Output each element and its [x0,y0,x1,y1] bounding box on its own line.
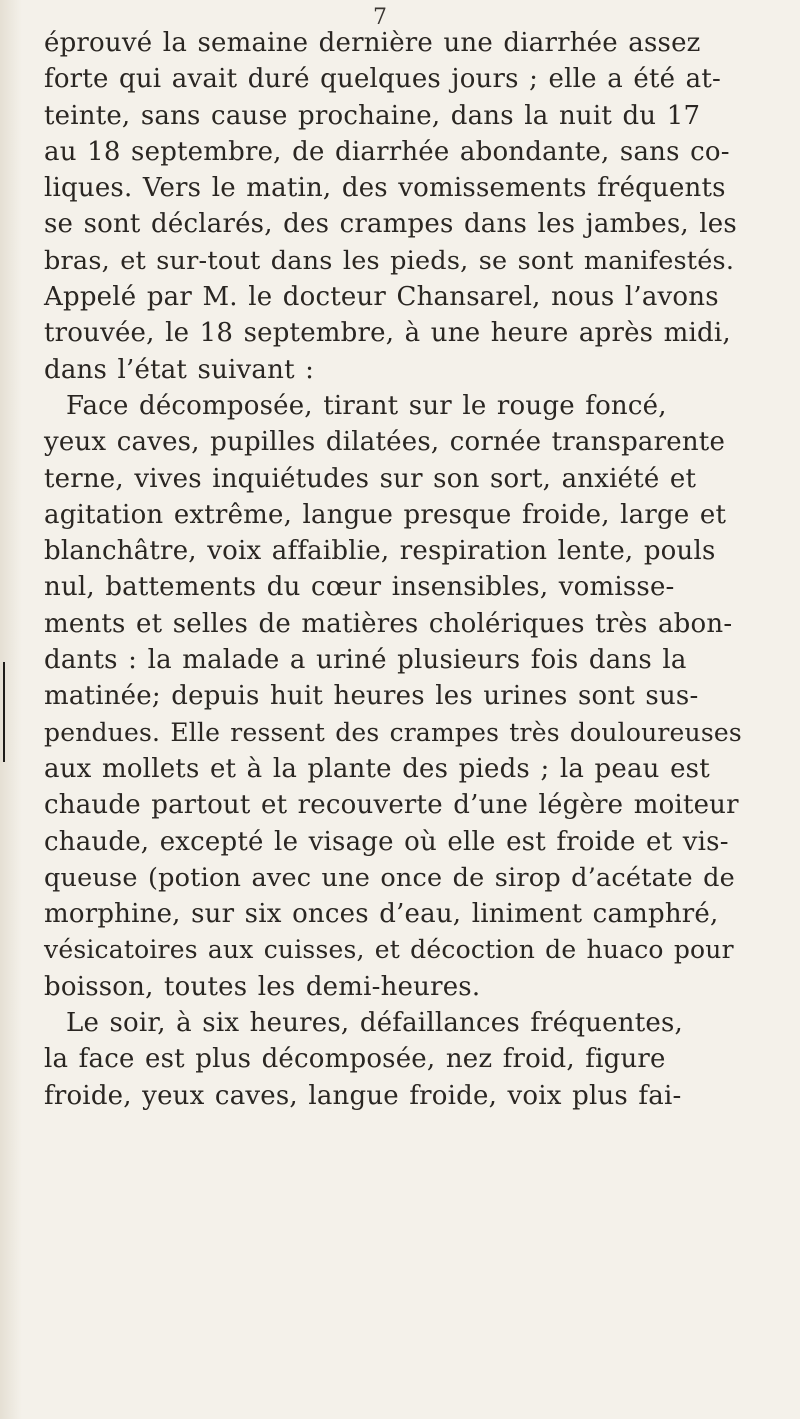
text-line: blanchâtre, voix affaiblie, respiration lente, pouls [44,536,716,567]
text-line: Face décomposée, tirant sur le rouge foncé, [66,390,667,421]
margin-mark [3,662,5,762]
text-line: dants : la malade a uriné plusieurs fois dans la [44,645,687,676]
text-line: ments et selles de matières cholériques très abon- [44,608,733,639]
text-line: teinte, sans cause prochaine, dans la nuit du 17 [44,100,701,131]
text-line: agitation extrême, langue presque froide, large et [44,499,727,530]
text-line: bras, et sur-tout dans les pieds, se sont manifestés. [44,245,735,276]
text-line: au 18 septembre, de diarrhée abondante, sans co- [44,136,730,167]
text-line: se sont déclarés, des crampes dans les jambes, les [44,209,737,240]
text-line: matinée; depuis huit heures les urines sont sus- [44,681,699,712]
text-line: dans l’état suivant : [44,354,315,385]
text-line: Le soir, à six heures, défaillances fréquentes, [66,1008,683,1039]
page-number: 7 [373,5,387,30]
text-line: terne, vives inquiétudes sur son sort, anxiété et [44,463,697,494]
text-line: yeux caves, pupilles dilatées, cornée transparente [44,427,726,458]
text-line: forte qui avait duré quelques jours ; elle a été at- [44,64,722,95]
text-line: trouvée, le 18 septembre, à une heure après midi, [44,318,731,349]
text-line: liques. Vers le matin, des vomissements fréquents [44,173,726,204]
text-line: pendues. Elle ressent des crampes très douloureuses [44,717,742,747]
text-line: Appelé par M. le docteur Chansarel, nous l’avons [44,282,719,313]
text-line: queuse (potion avec une once de sirop d’acétate de [44,862,735,893]
text-line: aux mollets et à la plante des pieds ; la peau est [44,753,710,784]
text-line: éprouvé la semaine dernière une diarrhée assez [44,28,701,58]
text-line: morphine, sur six onces d’eau, liniment camphré, [44,899,719,930]
body-text [44,25,744,1114]
text-line: froide, yeux caves, langue froide, voix plus fai- [44,1080,682,1111]
text-line: boisson, toutes les demi-heures. [44,971,481,1002]
text-line: chaude partout et recouverte d’une légère moiteur [44,790,739,821]
text-line: vésicatoires aux cuisses, et décoction de huaco pour [44,935,734,965]
text-line: la face est plus décomposée, nez froid, figure [44,1044,666,1075]
text-line: nul, battements du cœur insensibles, vomisse- [44,572,675,603]
text-line: chaude, excepté le visage où elle est froide et vis- [44,826,729,857]
